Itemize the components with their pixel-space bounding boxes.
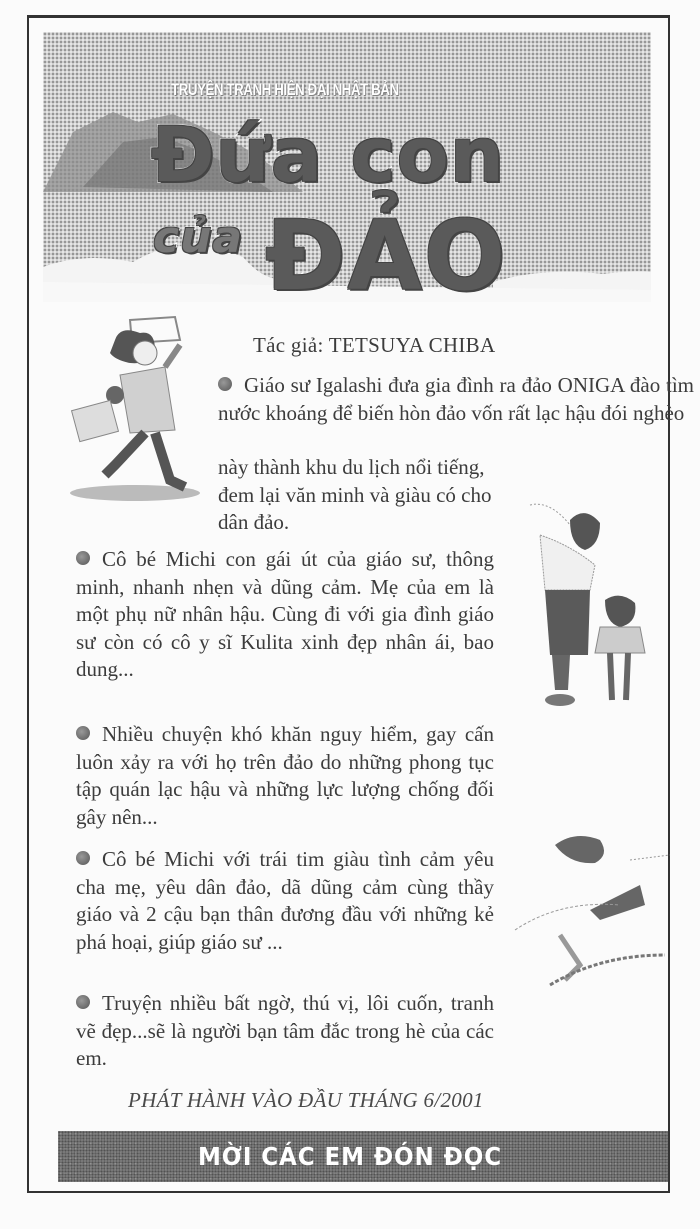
bullet-icon	[76, 726, 90, 740]
call-to-action-banner	[58, 1131, 668, 1182]
paragraph-2	[76, 546, 494, 684]
girl-umbrella-illustration	[500, 815, 680, 995]
paragraph-3	[76, 721, 494, 831]
father-daughter-illustration	[520, 495, 660, 715]
paragraph-5	[76, 990, 494, 1073]
bullet-icon	[218, 377, 232, 391]
bullet-icon	[76, 551, 90, 565]
paragraph-1-text-b: này thành khu du lịch nổi tiếng, đem lại văn minh và giàu có cho dân đảo.	[218, 455, 492, 534]
title-line-1: Đứa con	[151, 110, 505, 199]
header-banner	[43, 32, 651, 302]
paragraph-4	[76, 846, 494, 956]
paragraph-1-continued	[218, 454, 508, 537]
paragraph-2-text: Cô bé Michi con gái út của giáo sư, thông minh, nhanh nhẹn và dũng cảm. Mẹ của em là một phụ nữ nhân hậu. Cùng đi với gia đình giáo sư còn có cô y sĩ Kulita xinh đẹp nhân ái, bao dung...	[76, 547, 494, 681]
title-small-word: của	[153, 212, 244, 263]
author-line: Tác giả: TETSUYA CHIBA	[253, 333, 496, 357]
paragraph-4-text: Cô bé Michi với trái tim giàu tình cảm yêu cha mẹ, yêu dân đảo, dã dũng cảm cùng thầy giáo và 2 cậu bạn thân đương đầu với những kẻ phá hoại, giúp giáo sư ...	[76, 847, 494, 954]
bullet-icon	[76, 995, 90, 1009]
title-big-word: ĐẢO	[265, 200, 508, 302]
bullet-icon	[76, 851, 90, 865]
series-label: TRUYỆN TRANH HIỆN ĐẠI NHẬT BẢN	[171, 80, 399, 99]
paragraph-5-text: Truyện nhiều bất ngờ, thú vị, lôi cuốn, tranh vẽ đẹp...sẽ là người bạn tâm đắc trong hè của các em.	[76, 991, 494, 1070]
banner-text: MỜI CÁC EM ĐÓN ĐỌC	[198, 1142, 503, 1171]
paragraph-1-text-a: Giáo sư Igalashi đưa gia đình ra đảo ONIGA đào tìm nước khoáng để biến hòn đảo vốn rất lạc hậu đói nghèo	[218, 373, 694, 425]
release-date: PHÁT HÀNH VÀO ĐẦU THÁNG 6/2001	[128, 1088, 484, 1112]
girl-walking-illustration	[60, 305, 210, 505]
paragraph-3-text: Nhiều chuyện khó khăn nguy hiểm, gay cấn luôn xảy ra với họ trên đảo do những phong tục tập quán lạc hậu và những lực lượng chống đối gây nên...	[76, 722, 494, 829]
paragraph-1	[218, 372, 694, 427]
